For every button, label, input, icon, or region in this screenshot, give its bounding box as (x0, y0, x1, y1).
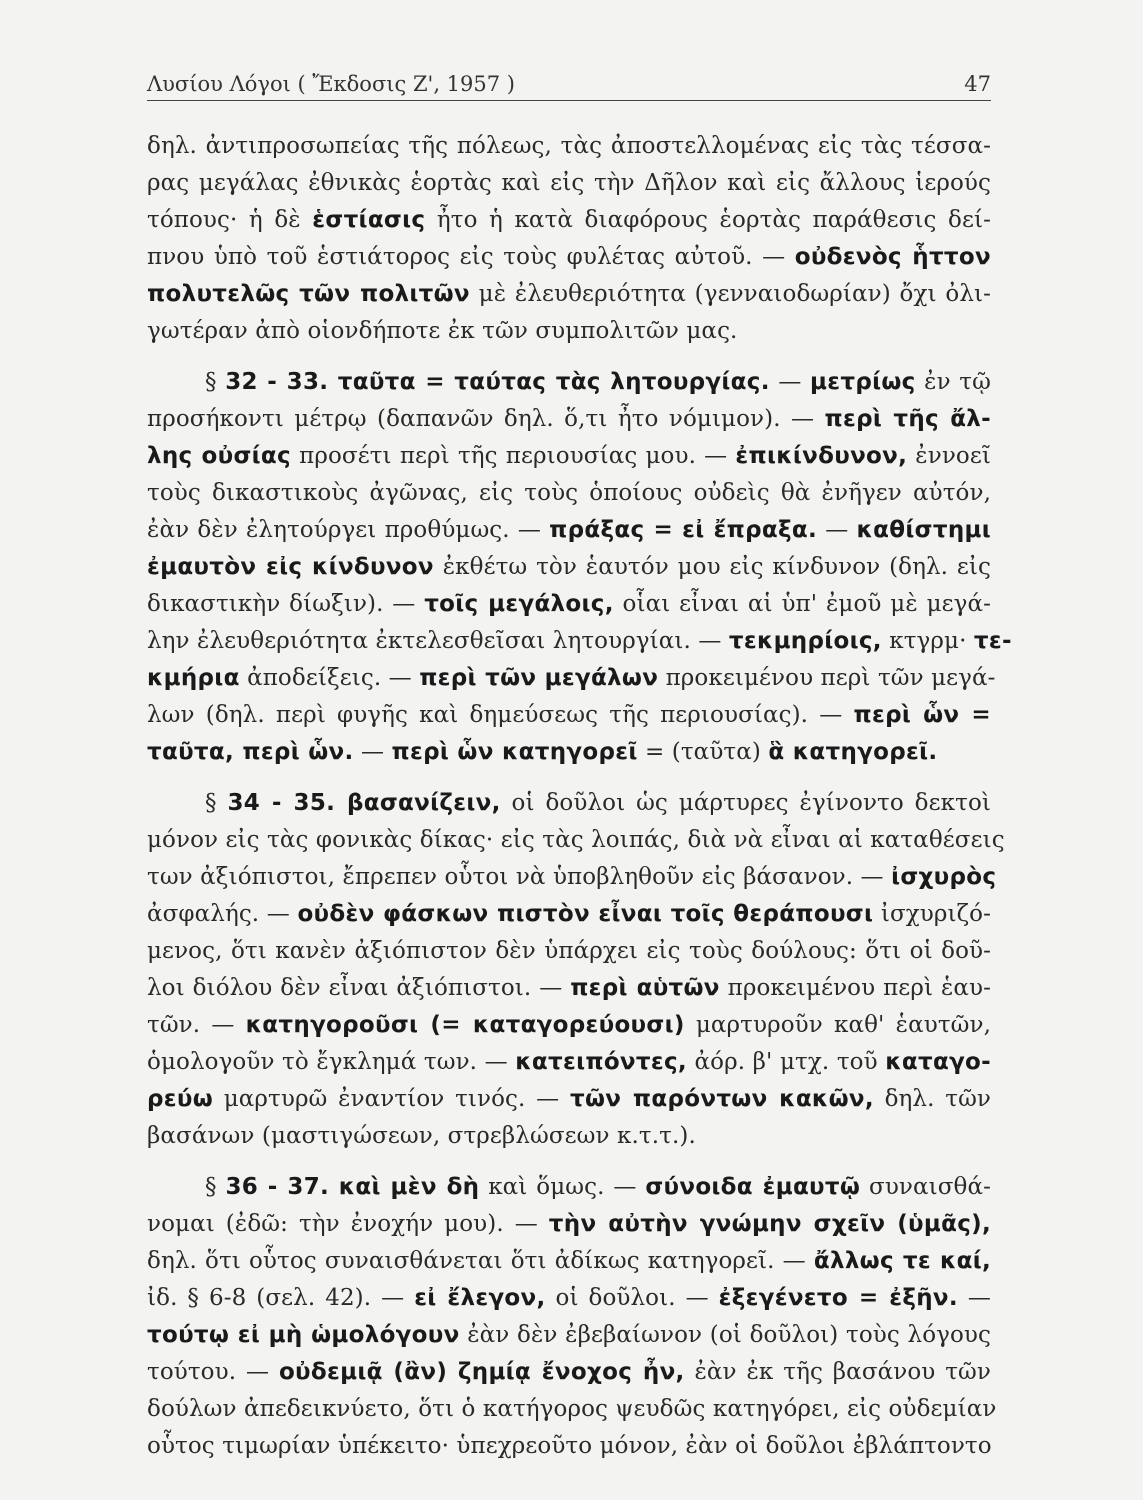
header-rule (147, 100, 991, 101)
lemma: τῶν παρόντων κακῶν, (570, 1086, 874, 1112)
gloss: ἐν τῷ (915, 369, 991, 395)
lemma: περὶ ὧν κατηγορεῖ (391, 739, 638, 765)
gloss: § (205, 790, 228, 816)
commentary-text (147, 128, 1012, 1465)
gloss: κτγρμ· (881, 628, 974, 654)
gloss: ἀσφαλής. — (147, 901, 298, 927)
text-line (147, 1118, 991, 1155)
lemma: οὐδενὸς ἧττον (794, 244, 991, 270)
running-header (147, 72, 991, 96)
gloss: δούλων ἀπεδεικνύετο, ὅτι ὁ κατήγορος ψευδῶς κατηγόρει, εἰς οὐδεμίαν (147, 1396, 997, 1422)
gloss: — (353, 739, 392, 765)
lemma: 36 - 37. καὶ μὲν δὴ (225, 1174, 480, 1200)
lemma: ἑστίασις (312, 207, 426, 233)
lemma: ἐξεγένετο = ἐξῆν. (718, 1285, 958, 1311)
lemma: κατειπόντες, (515, 1049, 687, 1075)
text-line (147, 896, 991, 933)
gloss: καὶ ὅμως. — (479, 1174, 646, 1200)
gloss: προσέτι περὶ τῆς περιουσίας μου. — (290, 443, 736, 469)
lemma: 34 - 35. βασανίζειν, (227, 790, 501, 816)
gloss: δικαστικὴν δίωξιν). — (147, 591, 425, 617)
text-line (147, 239, 991, 276)
gloss: ἀποδείξεις. — (239, 665, 420, 691)
gloss: τῶν. — (147, 1012, 246, 1038)
gloss: δηλ. ἀντιπροσωπείας τῆς πόλεως, τὰς ἀποστελλομένας εἰς τὰς τέσσα- (147, 133, 991, 159)
gloss: προσήκοντι μέτρῳ (δαπανῶν δηλ. ὅ,τι ἦτο νόμιμον). — (147, 406, 825, 432)
lemma: ρεύω (147, 1086, 213, 1112)
gloss: — (769, 369, 811, 395)
lemma: οὐδεμιᾷ (ἂν) ζημίᾳ ἔνοχος ἦν, (278, 1359, 685, 1385)
gloss: ρας μεγάλας ἐθνικὰς ἑορτὰς καὶ εἰς τὴν Δῆλον καὶ εἰς ἄλλους ἱερούς (147, 170, 991, 196)
lemma: τὴν αὐτὴν γνώμην σχεῖν (ὑμᾶς), (548, 1211, 991, 1237)
text-line (147, 1317, 991, 1354)
gloss: οὗτος τιμωρίαν ὑπέκειτο· ὑπεχρεοῦτο μόνον, ἐὰν οἱ δοῦλοι ἐβλάπτοντο (147, 1433, 992, 1459)
gloss: — (957, 1285, 991, 1311)
lemma: πολυτελῶς τῶν πολιτῶν (147, 281, 470, 307)
text-line (147, 1044, 991, 1081)
gloss: των ἀξιόπιστοι, ἔπρεπεν οὗτοι νὰ ὑποβληθοῦν εἰς βάσανον. — (147, 864, 892, 890)
text-line (147, 660, 996, 697)
paragraph-gap (147, 771, 991, 785)
gloss: ὁμολογοῦν τὸ ἔγκλημά των. — (147, 1049, 516, 1075)
text-line (147, 475, 991, 512)
text-line (147, 1391, 997, 1428)
gloss: § (205, 1174, 226, 1200)
gloss: ἐὰν ἐκ τῆς βασάνου τῶν (684, 1359, 991, 1385)
gloss: ἦτο ἡ κατὰ διαφόρους ἑορτὰς παράθεσις δεί- (425, 207, 991, 233)
gloss: τοὺς δικαστικοὺς ἀγῶνας, εἰς τοὺς ὁποίους οὐδεὶς θὰ ἐνῆγεν αὐτόν, (147, 480, 991, 506)
gloss: = (ταῦτα) (637, 739, 769, 765)
text-line (147, 1206, 991, 1243)
text-line (147, 1280, 991, 1317)
gloss: προκειμένου περὶ ἑαυ- (719, 975, 991, 1001)
lemma: καθίστημι (856, 517, 991, 543)
text-line (147, 313, 991, 350)
gloss: συναισθά- (860, 1174, 991, 1200)
text-line (147, 364, 991, 401)
lemma: ἐπικίνδυνον, (735, 443, 908, 469)
gloss: ἐννοεῖ (907, 443, 991, 469)
text-line (147, 512, 991, 549)
lemma: περὶ τῶν μεγάλων (419, 665, 659, 691)
lemma: ἰσχυρὸς (891, 864, 997, 890)
lemma: οὐδὲν φάσκων πιστὸν εἶναι τοῖς θεράπουσι (297, 901, 874, 927)
text-line (147, 1243, 991, 1280)
lemma: τούτῳ εἰ μὴ ὡμολόγουν (147, 1322, 460, 1348)
text-line (147, 785, 991, 822)
text-line (147, 1007, 991, 1044)
lemma: τε- (973, 628, 1012, 654)
gloss: λοι διόλου δὲν εἶναι ἀξιόπιστοι. — (147, 975, 571, 1001)
gloss: μαρτυροῦν καθ' ἑαυτῶν, (684, 1012, 991, 1038)
text-line (147, 1081, 991, 1118)
gloss: ἐὰν δὲν ἐβεβαίωνον (οἱ δοῦλοι) τοὺς λόγους (459, 1322, 991, 1348)
gloss: ἐκθέτω τὸν ἑαυτόν μου εἰς κίνδυνον (δηλ. εἰς (433, 554, 991, 580)
gloss: λην ἐλευθεριότητα ἐκτελεσθεῖσαι λητουργίαι. — (147, 628, 729, 654)
paragraph-gap (147, 1155, 991, 1169)
page-number: 47 (964, 72, 991, 96)
lemma: περὶ ὧν = (853, 702, 991, 728)
gloss: νομαι (ἐδῶ: τὴν ἐνοχήν μου). — (147, 1211, 549, 1237)
gloss: τόπους· ἡ δὲ (147, 207, 313, 233)
gloss: βασάνων (μαστιγώσεων, στρεβλώσεων κ.τ.τ.). (147, 1123, 696, 1149)
lemma: 32 - 33. ταῦτα = ταύτας τὰς λητουργίας. (225, 369, 770, 395)
gloss: μαρτυρῶ ἐναντίον τινός. — (213, 1086, 571, 1112)
lemma: λης οὐσίας (147, 443, 291, 469)
text-line (147, 586, 991, 623)
lemma: πράξας = εἰ ἔπραξα. (549, 517, 818, 543)
gloss: οἷαι εἶναι αἱ ὑπ' ἐμοῦ μὲ μεγά- (613, 591, 991, 617)
gloss: — (817, 517, 857, 543)
text-line (147, 549, 991, 586)
text-line (147, 734, 991, 771)
text-line (147, 438, 991, 475)
paragraph-gap (147, 350, 991, 364)
lemma: καταγο- (885, 1049, 991, 1075)
gloss: μενος, ὅτι κανὲν ἀξιόπιστον δὲν ὑπάρχει εἰς τοὺς δούλους: ὅτι οἱ δοῦ- (147, 938, 991, 964)
lemma: τεκμηρίοις, (728, 628, 882, 654)
text-line (147, 1169, 991, 1206)
lemma: ἃ κατηγορεῖ. (768, 739, 938, 765)
gloss: μόνον εἰς τὰς φονικὰς δίκας· εἰς τὰς λοιπάς, διὰ νὰ εἶναι αἱ καταθέσεις (147, 827, 1005, 853)
lemma: σύνοιδα ἐμαυτῷ (645, 1174, 861, 1200)
lemma: ἐμαυτὸν εἰς κίνδυνον (147, 554, 434, 580)
text-line (147, 401, 991, 438)
gloss: μὲ ἐλευθεριότητα (γενναιοδωρίαν) ὄχι ὀλι- (469, 281, 991, 307)
lemma: περὶ αὑτῶν (570, 975, 720, 1001)
text-line (147, 202, 991, 239)
gloss: ἰσχυριζό- (873, 901, 991, 927)
gloss: δηλ. τῶν (873, 1086, 992, 1112)
gloss: ἰδ. § 6-8 (σελ. 42). — (147, 1285, 415, 1311)
lemma: εἰ ἔλεγον, (414, 1285, 546, 1311)
lemma: ἄλλως τε καί, (813, 1248, 991, 1274)
lemma: ταῦτα, περὶ ὧν. (147, 739, 354, 765)
lemma: τοῖς μεγάλοις, (424, 591, 614, 617)
text-line (147, 165, 991, 202)
gloss: λων (δηλ. περὶ φυγῆς καὶ δημεύσεως τῆς περιουσίας). — (147, 702, 854, 728)
text-line (147, 623, 1012, 660)
text-line (147, 970, 991, 1007)
gloss: τούτου. — (147, 1359, 279, 1385)
gloss: γωτέραν ἀπὸ οἱονδήποτε ἐκ τῶν συμπολιτῶν μας. (147, 318, 738, 344)
text-line (147, 1354, 991, 1391)
text-line (147, 128, 991, 165)
running-title: Λυσίου Λόγοι ( Ἔκδοσις Ζ', 1957 ) (147, 72, 515, 96)
text-line (147, 697, 991, 734)
lemma: περὶ τῆς ἄλ- (824, 406, 992, 432)
text-line (147, 933, 991, 970)
lemma: κμήρια (147, 665, 240, 691)
gloss: οἱ δοῦλοι. — (545, 1285, 719, 1311)
text-line (147, 822, 1005, 859)
gloss: ἀόρ. β' μτχ. τοῦ (686, 1049, 886, 1075)
gloss: πνου ὑπὸ τοῦ ἑστιάτορος εἰς τοὺς φυλέτας αὐτοῦ. — (147, 244, 795, 270)
gloss: οἱ δοῦλοι ὡς μάρτυρες ἐγίνοντο δεκτοὶ (500, 790, 992, 816)
text-line (147, 1428, 991, 1465)
gloss: § (205, 369, 226, 395)
gloss: προκειμένου περὶ τῶν μεγά- (658, 665, 996, 691)
gloss: δηλ. ὅτι οὗτος συναισθάνεται ὅτι ἀδίκως κατηγορεῖ. — (147, 1248, 814, 1274)
lemma: κατηγοροῦσι (= καταγορεύουσι) (245, 1012, 685, 1038)
gloss: ἐὰν δὲν ἐλητούργει προθύμως. — (147, 517, 550, 543)
lemma: μετρίως (810, 369, 916, 395)
text-line (147, 276, 991, 313)
text-line (147, 859, 997, 896)
